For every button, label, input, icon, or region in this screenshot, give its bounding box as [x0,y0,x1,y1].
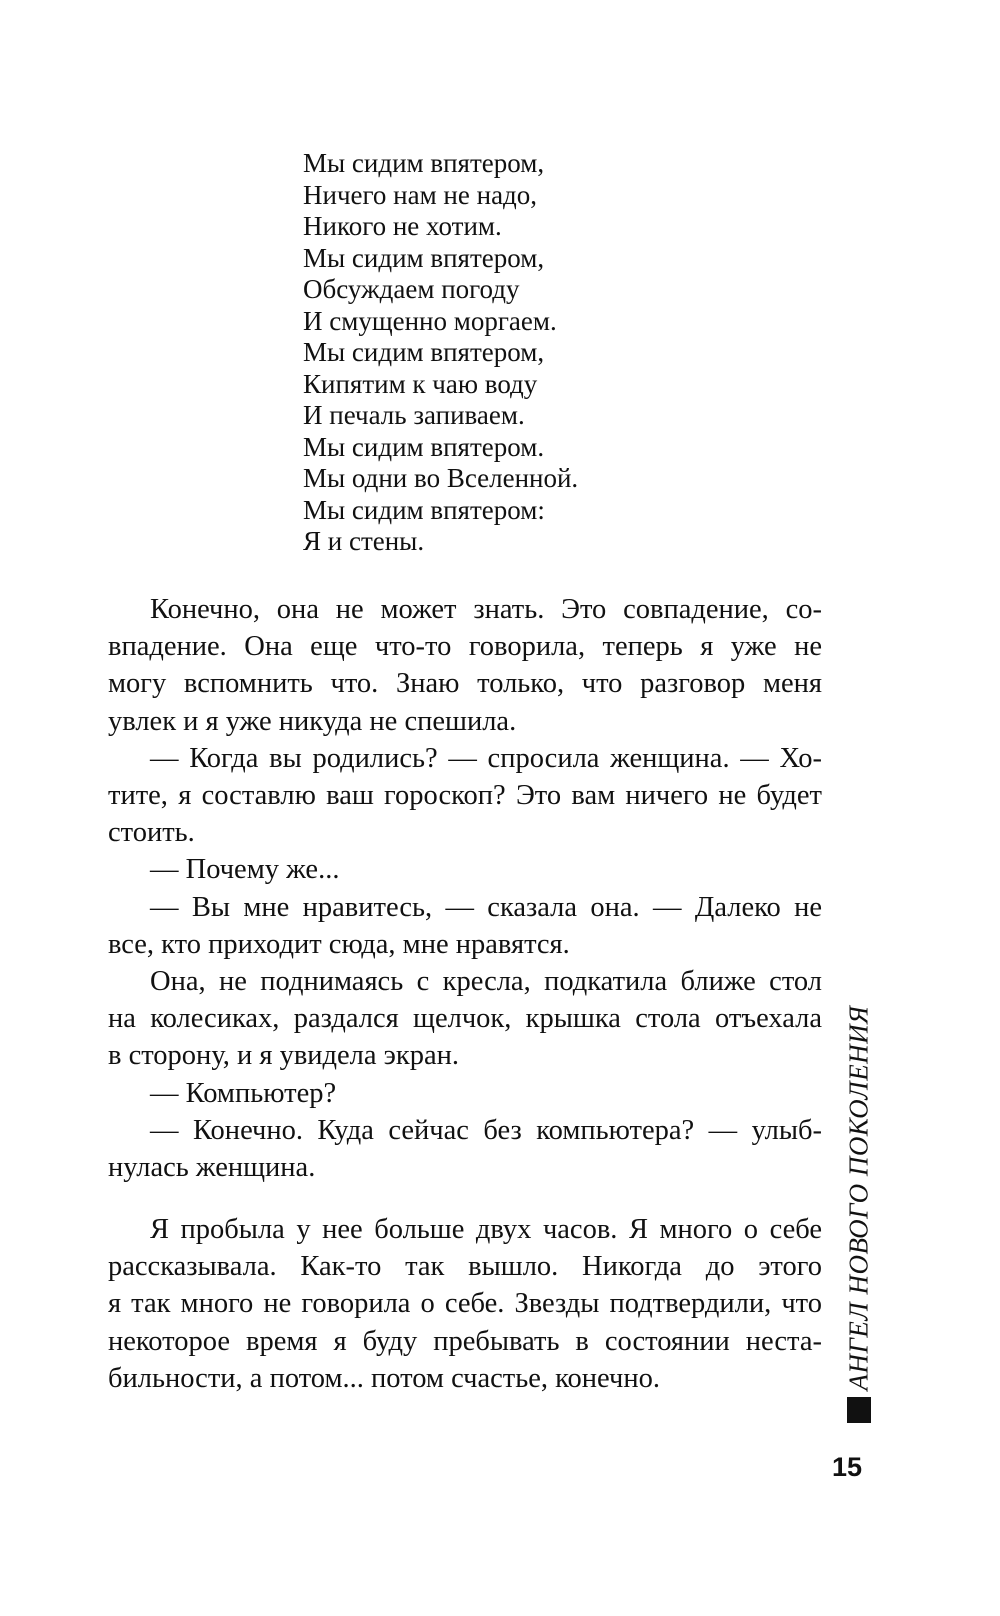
poem-line: Я и стены. [303,526,425,556]
text-line: Она, не поднимаясь с кресла, подкатила ближе стол [150,966,822,998]
poem-line: Ничего нам не надо, [303,179,538,210]
page-number: 15 [832,1452,863,1482]
running-title [842,1005,876,1391]
poem-line: Мы одни во Вселенной. [303,463,579,493]
text-line: увлек и я уже никуда не спешила. [108,705,517,737]
text-line: рассказывала. Как-то так вышло. Никогда до этого [108,1251,822,1283]
book-title: АНГЕЛ НОВОГО ПОКОЛЕНИЯ [843,1005,874,1391]
text-line: могу вспомнить что. Знаю только, что разговор меня [108,668,822,700]
text-line: все, кто приходит сюда, мне нравятся. [108,928,570,960]
section-marker [847,1397,871,1423]
text-line: на колесиках, раздался щелчок, крышка стола отъехала [108,1003,822,1035]
text-line: — Конечно. Куда сейчас без компьютера? — улыб- [150,1114,822,1146]
text-line: некоторое время я буду пребывать в состоянии неста- [108,1325,822,1357]
poem-line: Мы сидим впятером: [303,494,545,525]
poem-line: Мы сидим впятером, [303,337,545,367]
poem [303,148,578,558]
text-line: — Вы мне нравитесь, — сказала она. — Далеко не [150,891,822,923]
poem-line: Мы сидим впятером, [303,242,545,273]
text-line: тите, я составлю ваш гороскоп? Это вам ничего не будет [108,780,822,812]
poem-line: И смущенно моргаем. [303,305,557,336]
poem-line: Никого не хотим. [303,211,502,241]
poem-line: Обсуждаем погоду [303,274,520,304]
text-line: Я пробыла у нее больше двух часов. Я много о себе [150,1214,822,1245]
text-line: — Компьютер? [150,1077,337,1109]
text-line: впадение. Она еще что-то говорила, теперь я уже не [108,631,822,663]
text-line: нулась женщина. [108,1152,316,1184]
prose-section-2 [108,1211,822,1397]
text-line: — Когда вы родились? — спросила женщина. — Хо- [150,742,822,774]
text-line: стоить. [108,817,195,849]
poem-line: Мы сидим впятером. [303,431,545,462]
text-line: Конечно, она не может знать. Это совпадение, со- [150,594,822,625]
text-line: бильности, а потом... потом счастье, конечно. [108,1362,660,1394]
text-line: в сторону, и я увидела экран. [108,1040,460,1072]
poem-line: И печаль запиваем. [303,400,525,430]
text-line: я так много не говорила о себе. Звезды подтвердили, что [108,1288,822,1320]
prose-section-1 [108,591,822,1186]
text-line: — Почему же... [150,854,340,886]
poem-line: Мы сидим впятером, [303,148,545,178]
poem-line: Кипятим к чаю воду [303,368,538,399]
